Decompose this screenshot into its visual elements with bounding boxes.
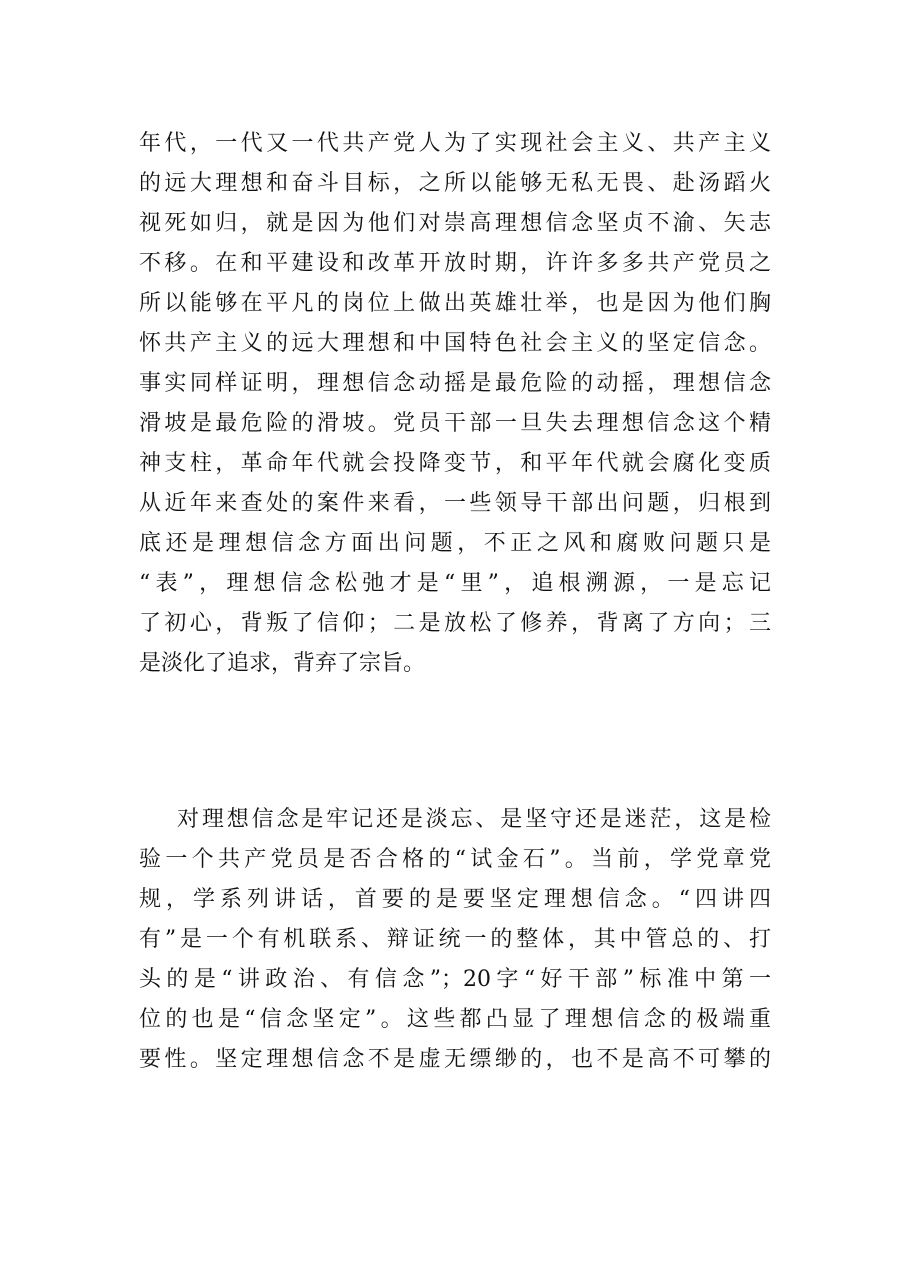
paragraph-1-line: 不移。在和平建设和改革开放时期，许许多多共产党员之 <box>139 251 771 276</box>
paragraph-2 <box>139 800 771 1080</box>
paragraph-1-line: 滑坡是最危险的滑坡。党员干部一旦失去理想信念这个精 <box>139 411 771 436</box>
paragraph-1-line: 视死如归，就是因为他们对崇高理想信念坚贞不渝、矢志 <box>139 211 771 236</box>
paragraph-2-line: 规，学系列讲话，首要的是要坚定理想信念。“四讲四 <box>139 887 771 912</box>
paragraph-1-line: 年代，一代又一代共产党人为了实现社会主义、共产主义 <box>139 131 771 156</box>
paragraph-1 <box>139 124 771 684</box>
paragraph-1-line: 所以能够在平凡的岗位上做出英雄壮举，也是因为他们胸 <box>139 291 771 316</box>
paragraph-1-line: 从近年来查处的案件来看，一些领导干部出问题，归根到 <box>139 491 771 516</box>
paragraph-2-line: 头的是“讲政治、有信念”；20字“好干部”标准中第一 <box>139 967 771 992</box>
paragraph-1-line: 的远大理想和奋斗目标，之所以能够无私无畏、赴汤蹈火 <box>139 171 771 196</box>
paragraph-1-line: 底还是理想信念方面出问题，不正之风和腐败问题只是 <box>139 531 771 556</box>
paragraph-1-line: 是淡化了追求，背弃了宗旨。 <box>139 651 426 676</box>
paragraph-2-line: 有”是一个有机联系、辩证统一的整体，其中管总的、打 <box>139 927 771 952</box>
paragraph-2-line: 位的也是“信念坚定”。这些都凸显了理想信念的极端重 <box>139 1007 771 1032</box>
paragraph-1-line: “表”，理想信念松弛才是“里”，追根溯源，一是忘记 <box>139 571 771 596</box>
paragraph-1-line: 事实同样证明，理想信念动摇是最危险的动摇，理想信念 <box>139 371 771 396</box>
paragraph-1-line: 怀共产主义的远大理想和中国特色社会主义的坚定信念。 <box>139 331 771 356</box>
paragraph-1-line: 了初心，背叛了信仰；二是放松了修养，背离了方向；三 <box>139 611 771 636</box>
paragraph-1-line: 神支柱，革命年代就会投降变节，和平年代就会腐化变质 <box>139 451 771 476</box>
paragraph-2-line: 验一个共产党员是否合格的“试金石”。当前，学党章党 <box>139 847 771 872</box>
paragraph-2-line: 对理想信念是牢记还是淡忘、是坚守还是迷茫，这是检 <box>177 807 771 832</box>
paragraph-2-line: 要性。坚定理想信念不是虚无缥缈的，也不是高不可攀的 <box>139 1047 771 1072</box>
